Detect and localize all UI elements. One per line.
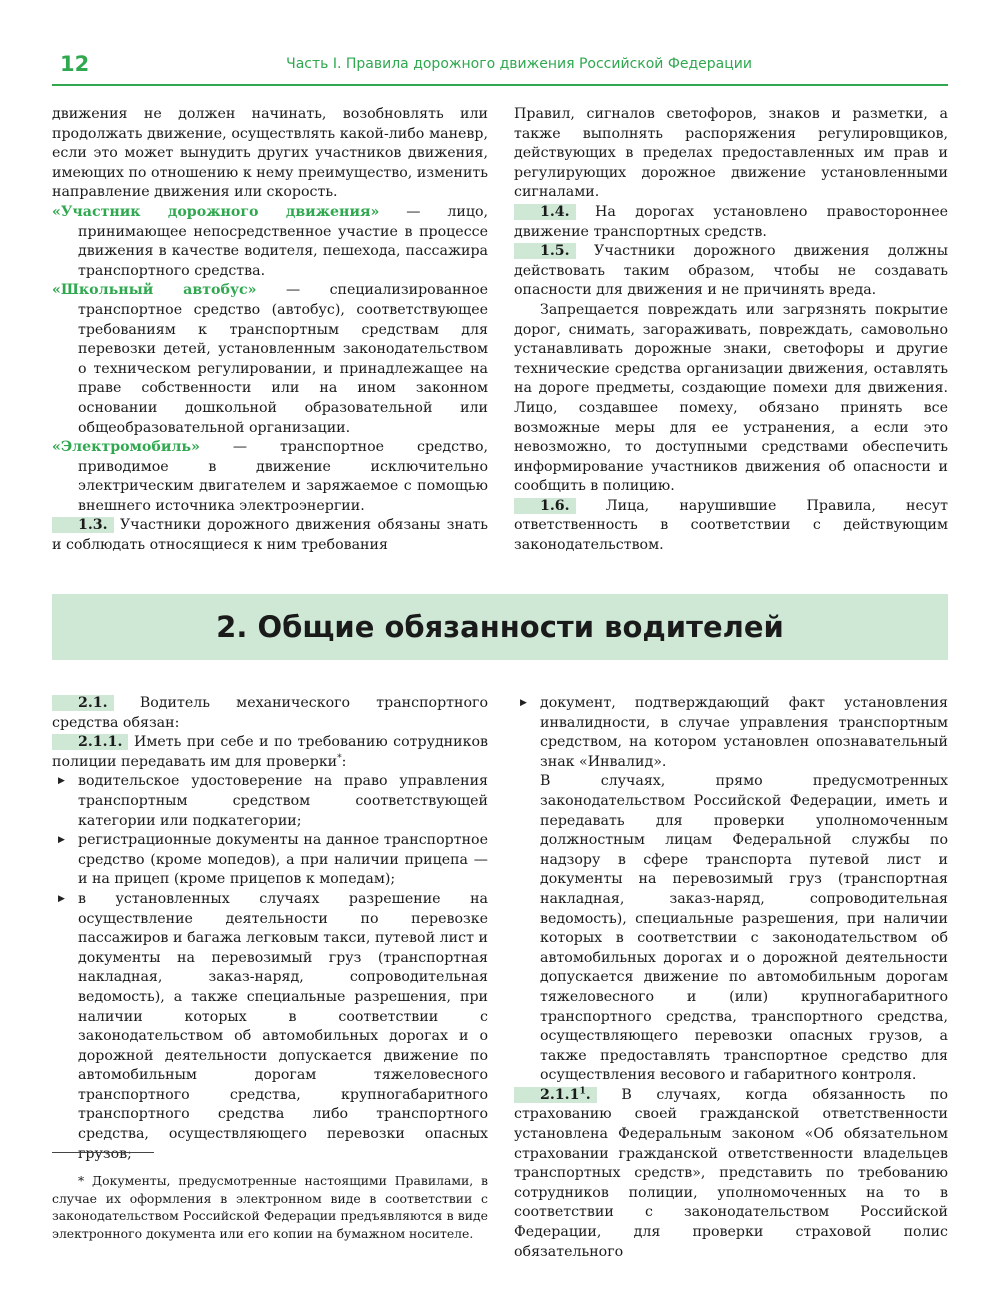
paragraph-continued: движения не должен начинать, возобновлять или продолжать движение, осуществлять какой-либо маневр, если это может вынудить других участников движения, имеющих по отношению к нему преимущество, изменить направление движения или скорость.	[52, 106, 488, 201]
paragraph-cases: В случаях, прямо предусмотренных законодательством Российской Федерации, иметь и передавать для проверки уполномоченным должностным лицам Федеральной службы по надзору в сфере транспорта путевой лист и документы на перевозимый груз (транспортная накладная, заказ-наряд, сопроводительная ведомость), специальные разрешения, при наличии которых в соответствии с законодательством об автомобильных дорогах и о дорожной деятельности допускается движение по автомобильным дорогам тяжеловесного и (или) крупногабаритного транспортного средства, транспортного средства, осуществляющего перевозки опасных грузов, а также предоставлять транспортное средство для осуществления весового и габаритного контроля.	[540, 773, 948, 1084]
clause-text-1-3: Участники дорожного движения обязаны знать и соблюдать относящиеся к ним требования	[52, 517, 488, 554]
clause-text-1-6: Лица, нарушившие Правила, несут ответственность в соответствии с действующим законодательством.	[514, 497, 948, 554]
clause-text-2-1: Водитель механического транспортного средства обязан:	[52, 695, 488, 731]
document-list	[52, 772, 488, 1164]
clause-number-2-1: 2.1.	[52, 695, 114, 711]
term-participant: «Участник дорожного движения»	[52, 203, 380, 220]
clause-2-1-1	[52, 733, 488, 772]
clause-number-2-1-1-1	[514, 1087, 597, 1103]
clause-1-4	[514, 203, 948, 242]
clause-number-1-6: 1.6.	[514, 498, 576, 514]
paragraph-continued-right: Правил, сигналов светофоров, знаков и разметки, а также выполнять распоряжения регулировщиков, действующих в пределах предоставленных им прав и регулирующих дорожное движение установленными сигналами.	[514, 106, 948, 201]
footnote	[52, 1172, 488, 1242]
section-banner	[52, 594, 948, 660]
clause-number-superscript: 1	[579, 1086, 586, 1097]
bottom-left-column	[52, 694, 488, 1164]
page-header	[52, 50, 948, 86]
footnote-reference: *	[337, 753, 342, 764]
document-list-continued	[514, 694, 948, 772]
clause-number-2-1-1: 2.1.1.	[52, 734, 128, 750]
footnote-divider	[52, 1152, 154, 1153]
footnote-marker: *	[78, 1173, 85, 1189]
top-right-column	[514, 105, 948, 556]
page-number: 12	[60, 52, 90, 76]
list-item: ▶ в установленных случаях разрешение на осуществление деятельности по перевозке пассажиров и багажа легковым такси, путевой лист и документы на перевозимый груз (транспортная накладная, заказ-наряд, сопроводительная ведомость), а также специальные разрешения, при наличии которых в соответствии с законодательством об автомобильных дорогах и о дорожной деятельности допускается движение по автомобильным дорогам тяжеловесного транспортного средства, крупногабаритного транспортного средства либо транспортного средства, осуществляющего перевозки опасных грузов;	[52, 890, 488, 1164]
term-school-bus: «Школьный автобус»	[52, 282, 257, 299]
definition-participant-text: — лицо, принимающее непосредственное участие в процессе движения в качестве водителя, пешехода, пассажира транспортного средства.	[78, 203, 488, 279]
clause-number-1-5: 1.5.	[514, 243, 576, 259]
clause-text-1-4: На дорогах установлено правостороннее движение транспортных средств.	[514, 203, 948, 240]
clause-number-dot: .	[585, 1086, 591, 1103]
definition-school-bus-text: — специализированное транспортное средство (автобус), соответствующее требованиям к транспортным средствам для перевозки детей, установленным законодательством о техническом регулировании, и принадлежащее на праве собственности или на ином законном основании дошкольной образовательной или общеобразовательной организации.	[78, 282, 489, 436]
clause-2-1-1-1	[514, 1086, 948, 1262]
list-item: ▶ документ, подтверждающий факт установления инвалидности, в случае управления транспортным средством, на котором установлен опознавательный знак «Инвалид».	[514, 694, 948, 772]
clause-number-2-1-1-1-main: 2.1.1	[540, 1086, 580, 1103]
clause-1-5	[514, 242, 948, 301]
list-item: ▶ регистрационные документы на данное транспортное средство (кроме мопедов), а при наличии прицепа — и на прицеп (кроме прицепов к мопедам);	[52, 831, 488, 890]
section-title: 2. Общие обязанности водителей	[216, 610, 784, 644]
definition-school-bus	[52, 281, 488, 438]
term-electromobile: «Электромобиль»	[52, 439, 200, 456]
definition-electromobile	[52, 438, 488, 516]
clause-1-3	[52, 516, 488, 555]
list-item: ▶ водительское удостоверение на право управления транспортным средством соответствующей категории или подкатегории;	[52, 772, 488, 831]
clause-2-1	[52, 694, 488, 733]
paragraph-forbidden: Запрещается повреждать или загрязнять покрытие дорог, снимать, загораживать, повреждать, самовольно устанавливать дорожные знаки, светофоры и другие технические средства организации движения, оставлять на дороге предметы, создающие помехи для движения. Лицо, создавшее помеху, обязано принять все возможные меры для ее устранения, а если это невозможно, то доступными средствами обеспечить информирование участников движения об опасности и сообщить в полицию.	[514, 301, 948, 495]
definition-participant	[52, 203, 488, 281]
clause-text-2-1-1-end: :	[341, 753, 347, 770]
clause-number-1-4: 1.4.	[514, 204, 576, 220]
definition-electromobile-text: — транспортное средство, приводимое в движение исключительно электрическим двигателем и заряжаемое с помощью внешнего источника электроэнергии.	[78, 439, 488, 514]
running-title: Часть I. Правила дорожного движения Российской Федерации	[286, 56, 752, 72]
clause-text-1-5: Участники дорожного движения должны действовать таким образом, чтобы не создавать опасности для движения и не причинять вреда.	[514, 243, 948, 299]
clause-text-2-1-1-1: В случаях, когда обязанность по страхованию своей гражданской ответственности установлена Федеральным законом «Об обязательном страховании гражданской ответственности владельцев транспортных средств», представить по требованию сотрудников полиции, уполномоченных на то в соответствии с законодательством Российской Федерации, для проверки страховой полис обязательного	[514, 1086, 948, 1260]
top-left-column	[52, 105, 488, 556]
bottom-right-column	[514, 694, 948, 1262]
footnote-text: Документы, предусмотренные настоящими Правилами, в случае их оформления в электронном виде в соответствии с законодательством Российской Федерации предъявляются в виде электронного документа или его копии на бумажном носителе.	[52, 1173, 488, 1241]
clause-number-1-3: 1.3.	[52, 517, 114, 533]
clause-1-6	[514, 497, 948, 556]
clause-text-2-1-1: Иметь при себе и по требованию сотрудников полиции передавать им для проверки	[52, 734, 488, 770]
